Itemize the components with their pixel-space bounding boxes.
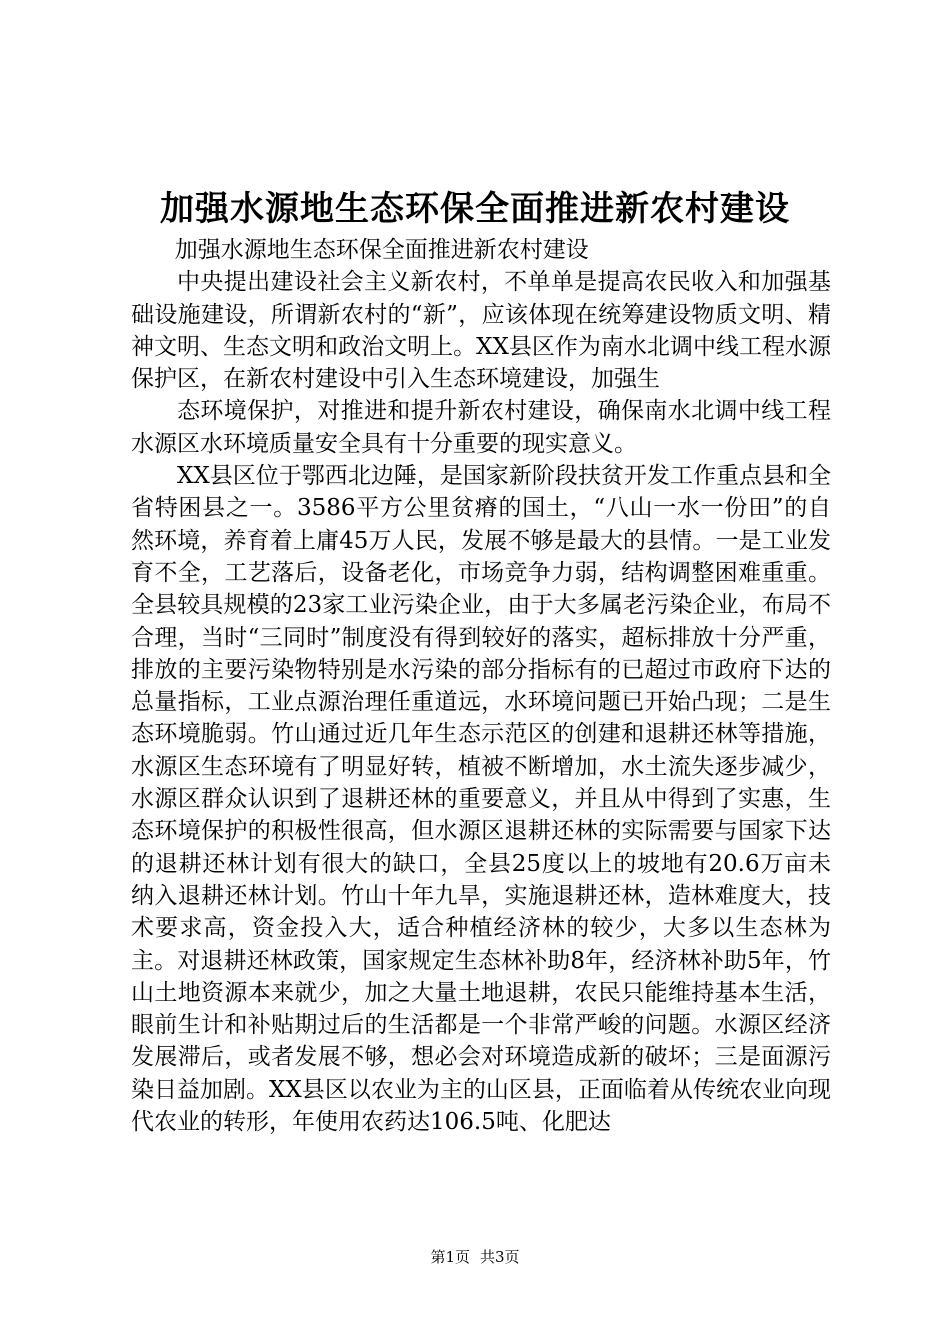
page-number: 第1页 [430,1248,470,1266]
document-title: 加强水源地生态环保全面推进新农村建设 [160,189,790,229]
page-total: 共3页 [480,1248,520,1266]
page-footer [0,1246,950,1268]
body-paragraph: XX县区位于鄂西北边陲，是国家新阶段扶贫开发工作重点县和全省特困县之一。3586平方公里贫瘠的国土，“八山一水一份田”的自然环境，养育着上庸45万人民，发展不够是最大的县情。一是工业发育不全，工艺落后，设备老化，市场竞争力弱，结构调整困难重重。全县较具规模的23家工业污染企业，由于大多属老污染企业，布局不合理，当时“三同时”制度没有得到较好的落实，超标排放十分严重，排放的主要污染物特别是水污染的部分指标有的已超过市政府下达的总量指标，工业点源治理任重道远，水环境问题已开始凸现；二是生态环境脆弱。竹山通过近几年生态示范区的创建和退耕还林等措施，水源区生态环境有了明显好转，植被不断增加，水土流失逐步减少，水源区群众认识到了退耕还林的重要意义，并且从中得到了实惠，生态环境保护的积极性很高，但水源区退耕还林的实际需要与国家下达的退耕还林计划有很大的缺口，全县25度以上的坡地有20.6万亩未纳入退耕还林计划。竹山十年九旱，实施退耕还林，造林难度大，技术要求高，资金投入大，适合种植经济林的较少，大多以生态林为主。对退耕还林政策，国家规定生态林补助8年，经济林补助5年，竹山土地资源本来就少，加之大量土地退耕，农民只能维持基本生活，眼前生计和补贴期过后的生活都是一个非常严峻的问题。水源区经济发展滞后，或者发展不够，想必会对环境造成新的破坏；三是面源污染日益加剧。XX县区以农业为主的山区县，正面临着从传统农业向现代农业的转形，年使用农药达106.5吨、化肥达 [131,463,831,1136]
document-body [131,234,831,1138]
subtitle-paragraph: 加强水源地生态环保全面推进新农村建设 [174,237,589,263]
body-paragraph: 中央提出建设社会主义新农村，不单单是提高农民收入和加强基础设施建设，所谓新农村的“新”，应该体现在统筹建设物质文明、精神文明、生态文明和政治文明上。XX县区作为南水北调中线工程水源保护区，在新农村建设中引入生态环境建设，加强生 [131,269,831,393]
body-paragraph: 态环境保护，对推进和提升新农村建设，确保南水北调中线工程水源区水环境质量安全具有十分重要的现实意义。 [131,398,831,457]
